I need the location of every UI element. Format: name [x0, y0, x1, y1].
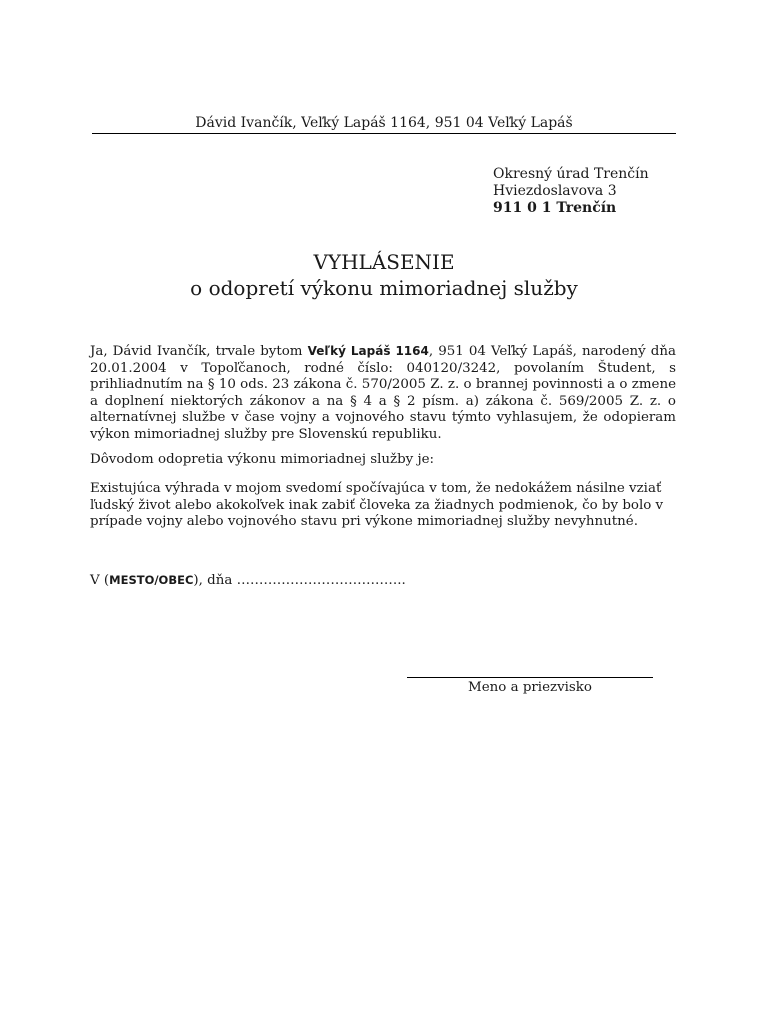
title-main: VYHLÁSENIE [313, 250, 455, 274]
signature-line [407, 677, 653, 678]
declaration-text-rest: , 951 04 Veľký Lapáš, narodený dňa 20.01.2004 v Topoľčanoch, rodné číslo: 040120/3242, povolaním Študent, s prihliadnutím na § 10 ods. 23 zákona č. 570/2005 Z. z. o brannej povinnosti a o zmene a doplnení niektorých zákonov a na § 4 a § 2 písm. a) zákona č. 569/2005 Z. z. o alternatívnej službe v čase vojny a vojnového stavu týmto vyhlasujem, že odopieram výkon mimoriadnej služby pre Slovenskú republiku. [90, 344, 676, 442]
document-title [0, 249, 768, 301]
reason-paragraph: Existujúca výhrada v mojom svedomí spočívajúca v tom, že nedokážem násilne vziať ľudský život alebo akokoľvek inak zabiť človeka za žiadnych podmienok, čo by bolo v prípade vojny alebo vojnového stavu pri výkone mimoriadnej služby nevyhnutné. [90, 481, 664, 530]
declaration-paragraph [90, 343, 676, 444]
recipient-street: Hviezdoslavova 3 [493, 183, 617, 199]
declaration-address: Veľký Lapáš 1164 [307, 344, 429, 358]
recipient-city: 911 0 1 Trenčín [493, 200, 617, 216]
signature-label: Meno a priezvisko [468, 680, 592, 695]
recipient-address [493, 166, 649, 217]
declaration-text-start: Ja, Dávid Ivančík, trvale bytom [90, 344, 308, 359]
title-subtitle: o odopretí výkonu mimoriadnej služby [190, 276, 578, 300]
reason-heading: Dôvodom odopretia výkonu mimoriadnej služby je: [90, 452, 435, 467]
place-prefix: V ( [90, 573, 110, 588]
place-placeholder: MESTO/OBEC [109, 573, 194, 587]
recipient-office: Okresný úrad Trenčín [493, 166, 649, 182]
sender-header: Dávid Ivančík, Veľký Lapáš 1164, 951 04 Veľký Lapáš [92, 115, 676, 134]
place-date-line [90, 573, 406, 588]
place-date-suffix: ), dňa ……………………………….. [193, 573, 406, 588]
